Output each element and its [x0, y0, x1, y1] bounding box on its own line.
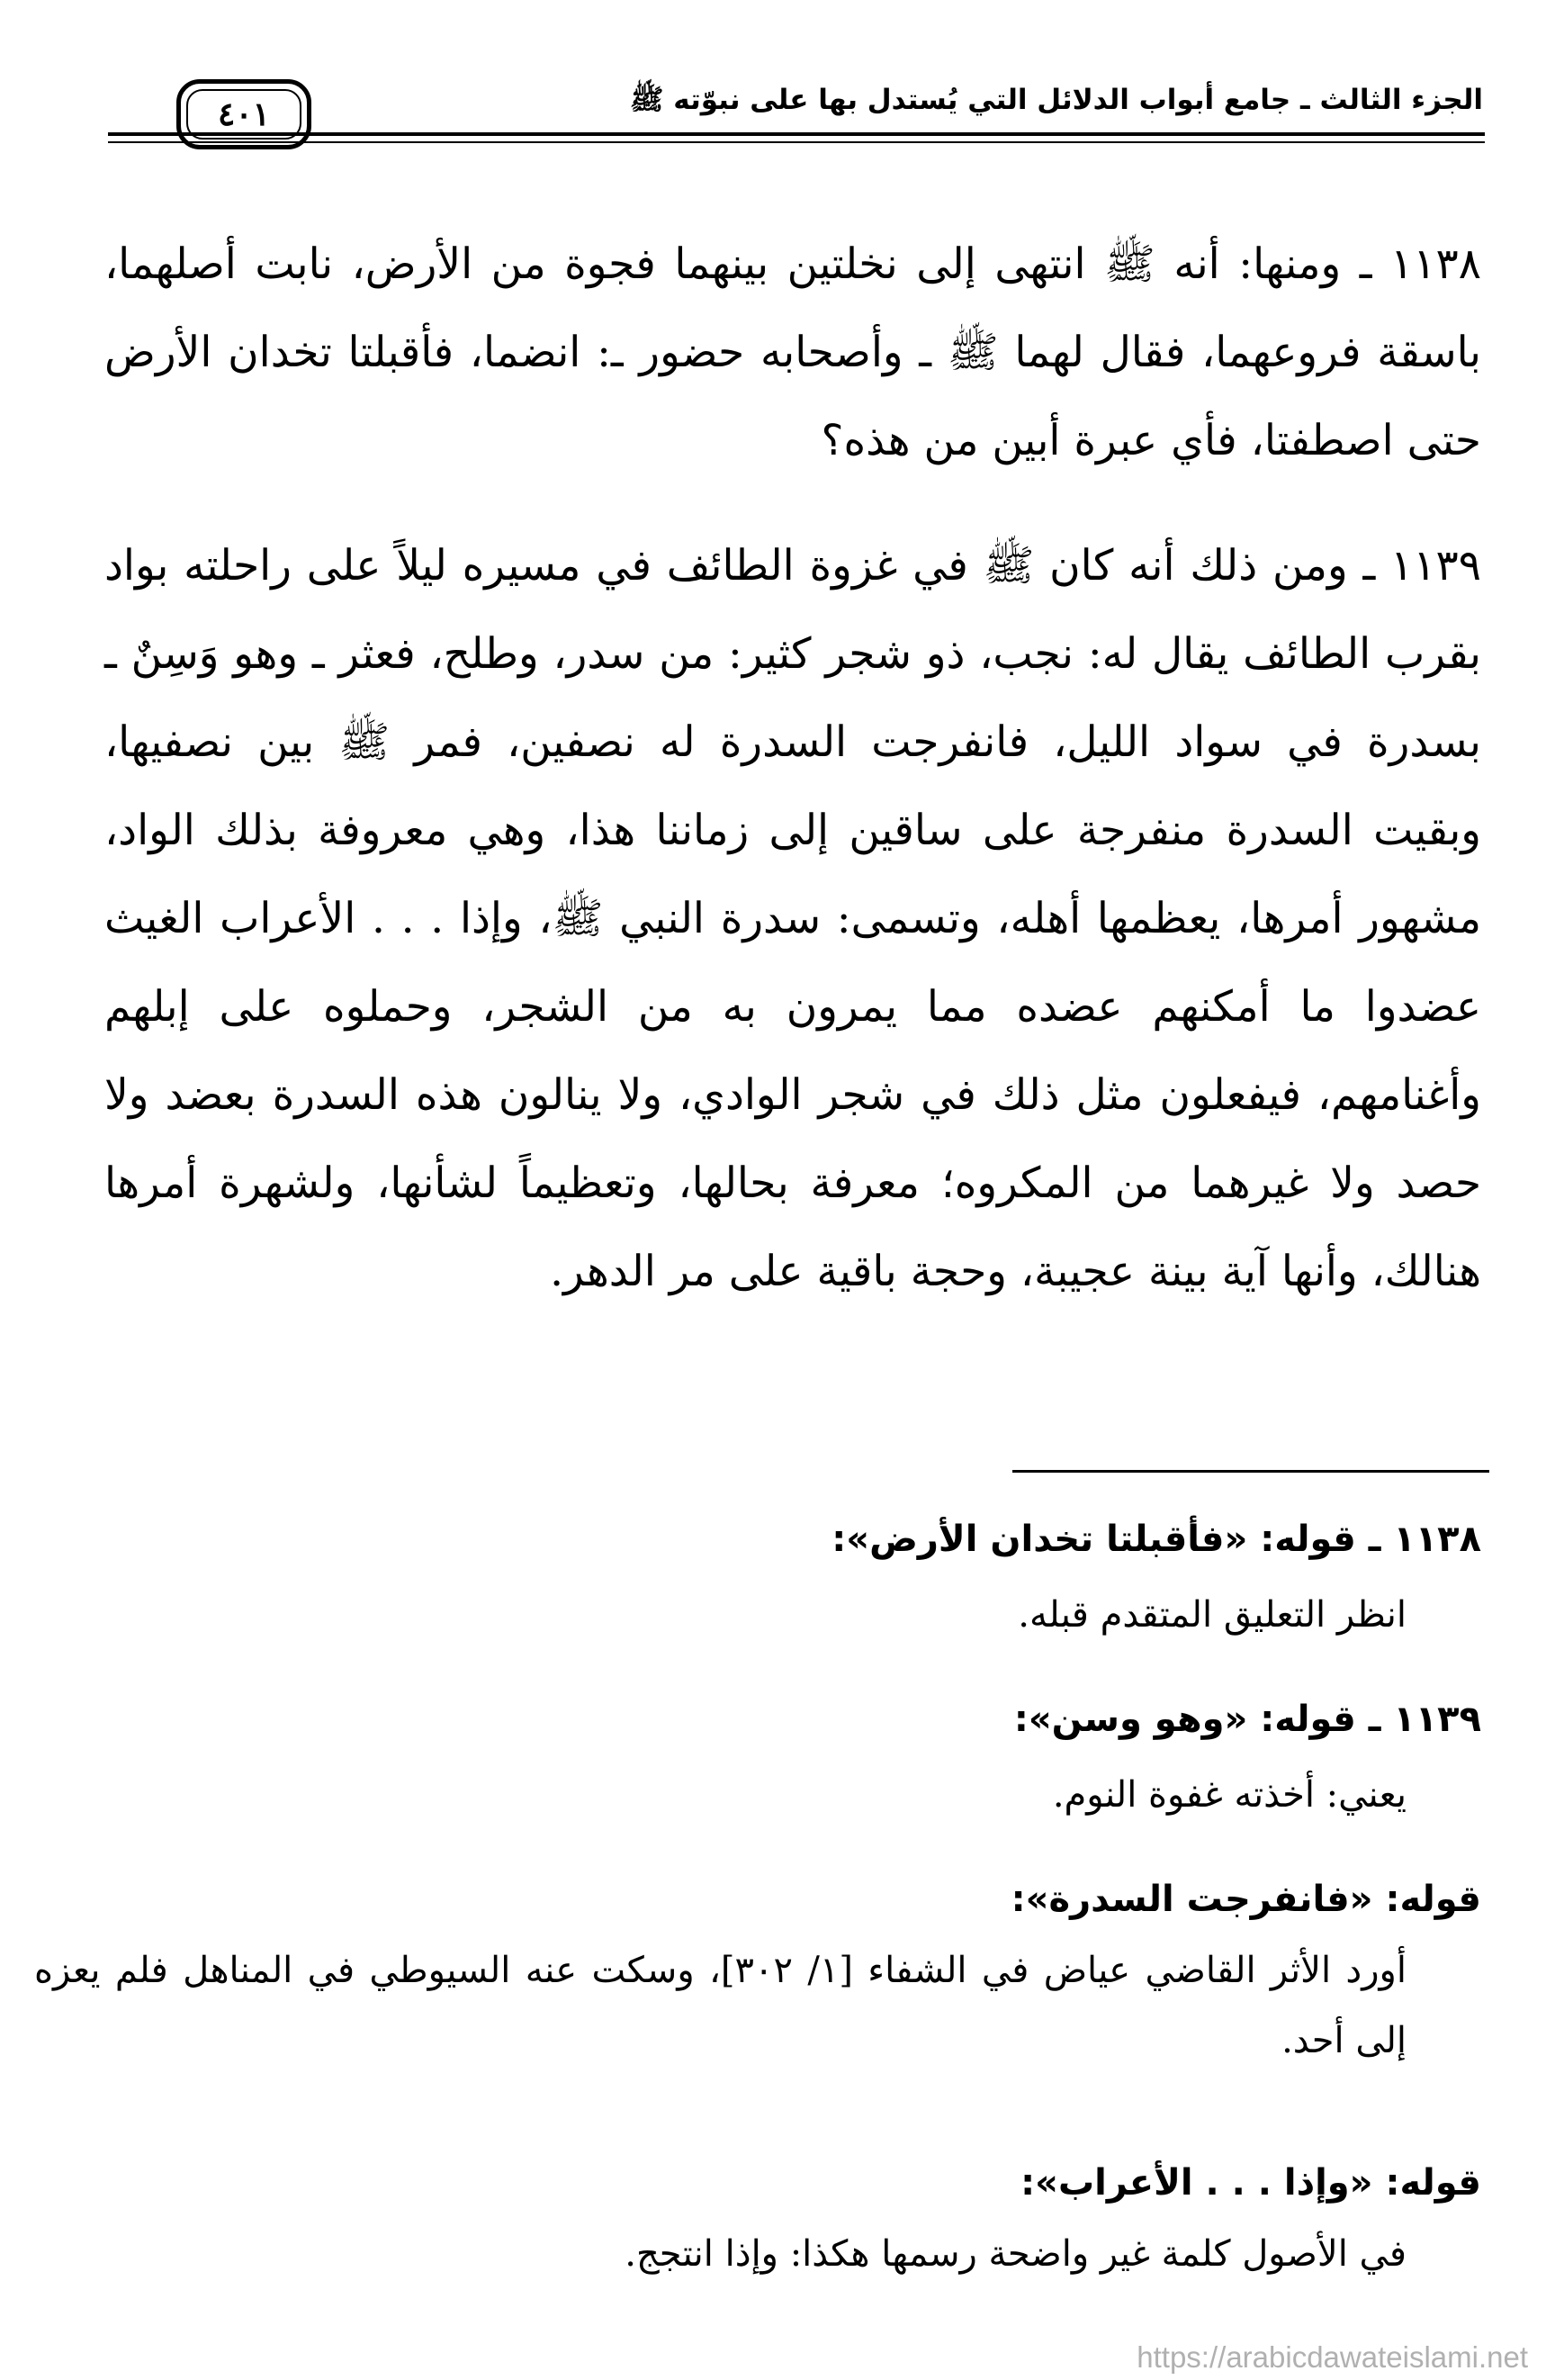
footnote-label: ١١٣٩ ـ قوله: — [1260, 1699, 1481, 1740]
running-header-title: الجزء الثالث ـ جامع أبواب الدلائل التي يُستدل بها على نبوّته ﷺ — [630, 84, 1483, 116]
paragraph-1138: ١١٣٨ ـ ومنها: أنه ﷺ انتهى إلى نخلتين بينهما فجوة من الأرض، نابت أصلهما، باسقة فروعهما، فقال لهما ﷺ ـ وأصحابه حضور ـ: انضما، فأقبلتا تخدان الأرض حتى اصطفتا، فأي عبرة أبين من هذه؟ — [104, 239, 1481, 465]
footnote-separator — [1012, 1470, 1489, 1473]
footnote-1138-text: انظر التعليق المتقدم قبله. — [1018, 1594, 1407, 1636]
watermark-url: https://arabicdawateislami.net — [1137, 2340, 1528, 2374]
paragraph-1139: ١١٣٩ ـ ومن ذلك أنه كان ﷺ في غزوة الطائف في مسيره ليلاً على راحلته بواد بقرب الطائف يقال له: نجب، ذو شجر كثير: من سدر، وطلح، فعثر ـ وهو وَسِنٌ ـ بسدرة في سواد الليل، فانفرجت السدرة له نصفين، فمر ﷺ بين نصفيها، وبقيت السدرة منفرجة على ساقين إلى زماننا هذا، وهي معروفة بذلك الواد، مشهور أمرها، يعظمها أهله، وتسمى: سدرة النبي ﷺ، وإذا . . . الأعراب الغيث عضدوا ما أمكنهم عضده مما يمرون به من الشجر، وحملوه على إبلهم وأغنامهم، فيفعلون مثل ذلك في شجر الوادي، ولا ينالون هذه السدرة بعضد ولا حصد ولا غيرهما من المكروه؛ معرفة بحالها، وتعظيماً لشأنها، ولشهرة أمرها هنالك، وأنها آية بينة عجيبة، وحجة باقية على مر الدهر. — [104, 541, 1481, 1296]
footnote-quote: «وهو وسن»: — [1013, 1699, 1248, 1740]
footnote-1139-text: يعني: أخذته غفوة النوم. — [1052, 1774, 1407, 1816]
footnote-sidra-heading — [104, 1872, 1481, 1926]
footnote-label: قوله: — [1385, 1879, 1481, 1920]
page-number-badge — [176, 79, 311, 149]
footnote-quote: «وإذا . . . الأعراب»: — [1020, 2162, 1373, 2204]
footnote-quote: «فأقبلتا تخدان الأرض»: — [831, 1519, 1248, 1560]
footnote-quote: «فانفرجت السدرة»: — [1011, 1879, 1373, 1920]
footnote-1139-heading — [104, 1692, 1481, 1746]
header-rule-top — [108, 132, 1485, 136]
page-number: ٤٠١ — [217, 95, 270, 133]
header-rule-bottom — [108, 141, 1485, 143]
footnote-arab-heading — [104, 2156, 1481, 2210]
footnote-sidra-text: أورد الأثر القاضي عياض في الشفاء [١/ ٣٠٢]، وسكت عنه السيوطي في المناهل فلم يعزه إلى أحد. — [34, 1950, 1407, 2061]
footnote-label: ١١٣٨ ـ قوله: — [1260, 1519, 1481, 1560]
footnote-label: قوله: — [1385, 2162, 1481, 2204]
footnote-arab-text: في الأصول كلمة غير واضحة رسمها هكذا: وإذا انتجج. — [625, 2233, 1407, 2275]
footnote-1138-heading — [104, 1512, 1481, 1566]
